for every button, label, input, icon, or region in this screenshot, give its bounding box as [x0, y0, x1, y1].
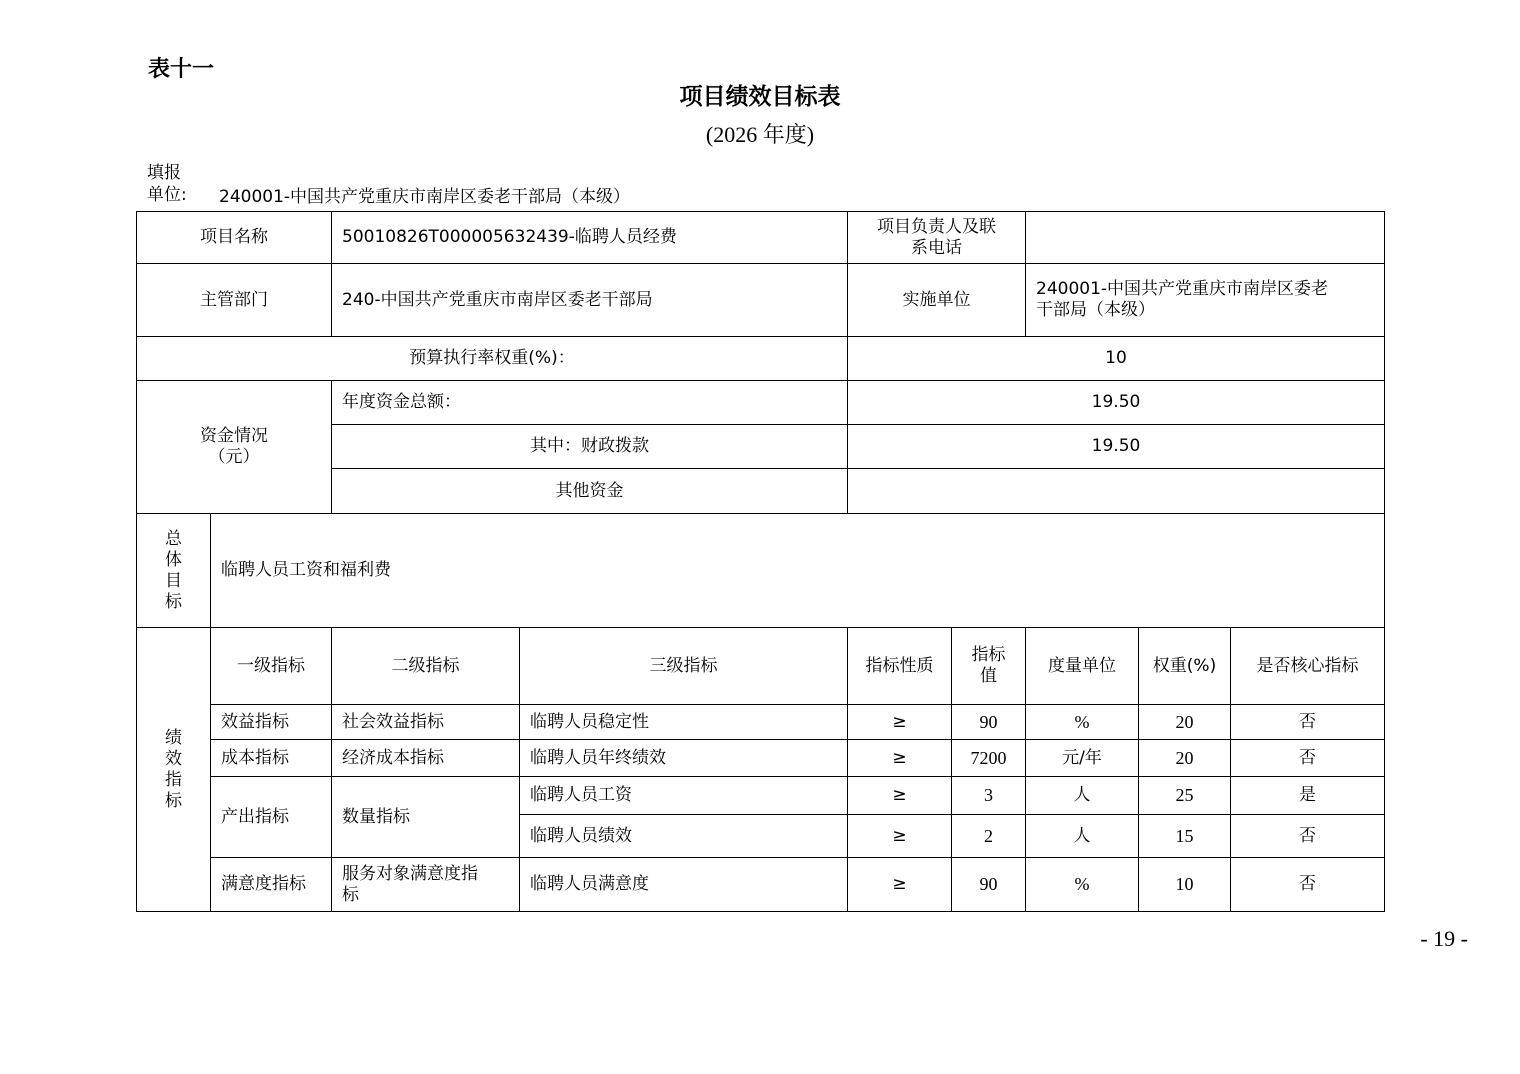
funds-total-row — [137, 381, 1385, 425]
level2-cell: 社会效益指标 — [332, 705, 520, 740]
funds-label: 资金情况 （元） — [137, 381, 332, 514]
budget-weight-row — [137, 337, 1385, 381]
level3-cell: 临聘人员满意度 — [520, 858, 848, 912]
header-level3: 三级指标 — [520, 628, 848, 705]
unit-cell: % — [1026, 858, 1139, 912]
core-cell: 是 — [1231, 777, 1385, 815]
unit-cell: % — [1026, 705, 1139, 740]
level1-cell: 成本指标 — [211, 740, 332, 777]
level3-cell: 临聘人员稳定性 — [520, 705, 848, 740]
funds-total-label: 年度资金总额： — [332, 381, 848, 425]
core-cell: 否 — [1231, 705, 1385, 740]
filler-unit-value: 240001-中国共产党重庆市南岸区委老干部局（本级） — [219, 187, 631, 207]
project-contact-value — [1026, 212, 1385, 264]
funds-other-value — [848, 469, 1385, 514]
performance-target-table — [136, 211, 1385, 912]
filler-unit-label: 填报 单位: — [147, 162, 187, 205]
level1-cell: 产出指标 — [211, 777, 332, 858]
header-value: 指标 值 — [952, 628, 1026, 705]
unit-cell: 人 — [1026, 815, 1139, 858]
performance-indicator-label-char: 指 — [165, 769, 182, 790]
core-cell: 否 — [1231, 815, 1385, 858]
header-unit: 度量单位 — [1026, 628, 1139, 705]
unit-label: 实施单位 — [848, 264, 1026, 337]
performance-indicator-label-char: 绩 — [165, 727, 182, 748]
level3-cell: 临聘人员工资 — [520, 777, 848, 815]
indicator-header-row — [137, 628, 1385, 705]
project-name-row — [137, 212, 1385, 264]
filler-unit — [147, 160, 630, 207]
document-title: 项目绩效目标表 — [679, 84, 841, 110]
budget-weight-value: 10 — [848, 337, 1385, 381]
dept-label: 主管部门 — [137, 264, 332, 337]
weight-cell: 10 — [1139, 858, 1231, 912]
funds-other-label: 其他资金 — [332, 469, 848, 514]
budget-weight-label: 预算执行率权重(%)： — [137, 337, 848, 381]
level3-cell: 临聘人员绩效 — [520, 815, 848, 858]
core-cell: 否 — [1231, 858, 1385, 912]
weight-cell: 25 — [1139, 777, 1231, 815]
unit-cell: 元/年 — [1026, 740, 1139, 777]
overall-goal-label-char: 体 — [165, 549, 182, 570]
funds-total-value: 19.50 — [848, 381, 1385, 425]
nature-cell: ≥ — [848, 777, 952, 815]
nature-cell: ≥ — [848, 740, 952, 777]
header-level1: 一级指标 — [211, 628, 332, 705]
dept-value: 240-中国共产党重庆市南岸区委老干部局 — [332, 264, 848, 337]
indicator-row — [137, 705, 1385, 740]
weight-cell: 20 — [1139, 740, 1231, 777]
header-core: 是否核心指标 — [1231, 628, 1385, 705]
overall-goal-label-char: 目 — [165, 570, 182, 591]
weight-cell: 15 — [1139, 815, 1231, 858]
value-cell: 2 — [952, 815, 1026, 858]
unit-cell: 人 — [1026, 777, 1139, 815]
unit-value: 240001-中国共产党重庆市南岸区委老 干部局（本级） — [1026, 264, 1385, 337]
value-cell: 90 — [952, 858, 1026, 912]
document-year: (2026 年度) — [705, 122, 815, 147]
indicator-row — [137, 858, 1385, 912]
overall-goal-row — [137, 514, 1385, 628]
overall-goal-label — [137, 514, 211, 628]
header-nature: 指标性质 — [848, 628, 952, 705]
department-row — [137, 264, 1385, 337]
funds-fiscal-label: 其中：财政拨款 — [332, 425, 848, 469]
header-weight: 权重(%) — [1139, 628, 1231, 705]
project-name-label: 项目名称 — [137, 212, 332, 264]
value-cell: 90 — [952, 705, 1026, 740]
performance-indicator-label-char: 标 — [165, 790, 182, 811]
header-level2: 二级指标 — [332, 628, 520, 705]
page-number: - 19 - — [1420, 926, 1468, 951]
level2-cell: 数量指标 — [332, 777, 520, 858]
indicator-row — [137, 777, 1385, 815]
weight-cell: 20 — [1139, 705, 1231, 740]
project-contact-label: 项目负责人及联 系电话 — [848, 212, 1026, 264]
overall-goal-label-char: 标 — [165, 591, 182, 612]
overall-goal-label-char: 总 — [165, 528, 182, 549]
core-cell: 否 — [1231, 740, 1385, 777]
level3-cell: 临聘人员年终绩效 — [520, 740, 848, 777]
nature-cell: ≥ — [848, 815, 952, 858]
table-label: 表十一 — [148, 57, 215, 82]
value-cell: 7200 — [952, 740, 1026, 777]
nature-cell: ≥ — [848, 858, 952, 912]
value-cell: 3 — [952, 777, 1026, 815]
level2-cell: 经济成本指标 — [332, 740, 520, 777]
project-name-value: 50010826T000005632439-临聘人员经费 — [332, 212, 848, 264]
level1-cell: 效益指标 — [211, 705, 332, 740]
nature-cell: ≥ — [848, 705, 952, 740]
performance-indicator-label — [137, 628, 211, 912]
indicator-row — [137, 740, 1385, 777]
funds-fiscal-value: 19.50 — [848, 425, 1385, 469]
level2-cell: 服务对象满意度指 标 — [332, 858, 520, 912]
overall-goal-value: 临聘人员工资和福利费 — [211, 514, 1385, 628]
performance-indicator-label-char: 效 — [165, 748, 182, 769]
level1-cell: 满意度指标 — [211, 858, 332, 912]
